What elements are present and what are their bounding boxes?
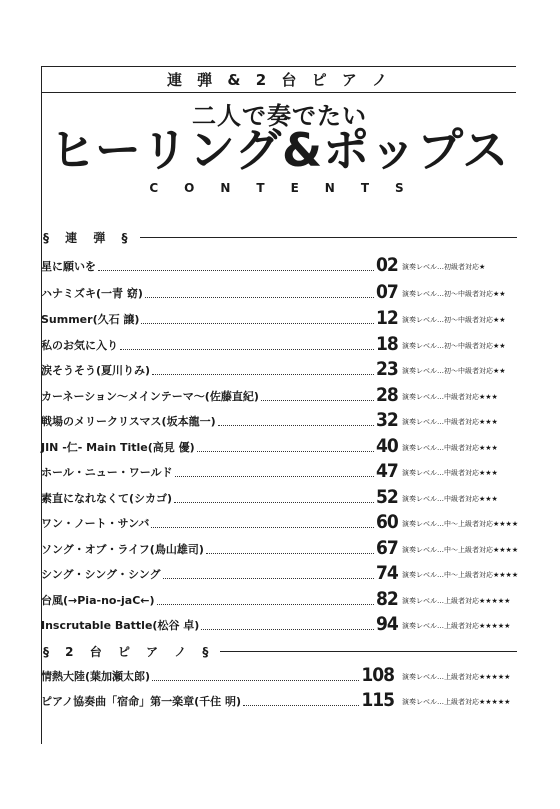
section-label: § 2 台 ピ ア ノ § <box>43 645 215 659</box>
entry-level: 演奏レベル…中級者対応★★★ <box>402 393 498 401</box>
toc-entry[interactable] <box>41 410 517 430</box>
entry-page: 12 <box>376 307 398 329</box>
entry-title: カーネーション～メインテーマ～(佐藤直紀) <box>41 390 259 403</box>
toc-entry[interactable] <box>41 512 517 532</box>
entry-page: 94 <box>376 613 398 635</box>
entry-level: 演奏レベル…中級者対応★★★ <box>402 469 498 477</box>
toc-entry[interactable] <box>41 282 517 302</box>
dot-leader <box>151 527 374 528</box>
entry-level: 演奏レベル…初～中級者対応★★ <box>402 316 506 324</box>
dot-leader <box>175 476 374 477</box>
entry-title: 涙そうそう(夏川りみ) <box>41 364 151 377</box>
entry-page: 52 <box>376 486 398 508</box>
entry-page: 82 <box>376 588 398 610</box>
entry-level: 演奏レベル…上級者対応★★★★★ <box>402 673 511 681</box>
book-title-main: ヒーリング&ポップス <box>49 123 510 177</box>
toc-entry[interactable] <box>41 385 517 405</box>
dot-leader <box>157 604 374 605</box>
entry-title: シング・シング・シング <box>41 568 161 581</box>
entry-page: 67 <box>376 537 398 559</box>
toc-entry[interactable] <box>41 461 517 481</box>
entry-level: 演奏レベル…中～上級者対応★★★★ <box>402 571 519 579</box>
entry-title: JIN -仁- Main Title(高見 優) <box>41 441 195 454</box>
section-header-duet <box>41 229 517 246</box>
entry-level: 演奏レベル…上級者対応★★★★★ <box>402 698 511 706</box>
dot-leader <box>261 400 374 401</box>
entry-title: ホール・ニュー・ワールド <box>41 466 173 479</box>
entry-title: Summer(久石 譲) <box>41 313 140 326</box>
entry-level: 演奏レベル…中級者対応★★★ <box>402 495 498 503</box>
entry-level: 演奏レベル…初～中級者対応★★ <box>402 290 506 298</box>
entry-title: 情熱大陸(葉加瀬太郎) <box>41 670 151 683</box>
toc-entry[interactable] <box>41 538 517 558</box>
entry-page: 60 <box>376 511 398 533</box>
toc-entry[interactable] <box>41 665 517 685</box>
entry-title: Inscrutable Battle(松谷 卓) <box>41 619 200 632</box>
entry-page: 108 <box>361 664 394 686</box>
entry-level: 演奏レベル…中級者対応★★★ <box>402 444 498 452</box>
entry-level: 演奏レベル…上級者対応★★★★★ <box>402 597 511 605</box>
entry-page: 32 <box>376 409 398 431</box>
entry-page: 74 <box>376 562 398 584</box>
entry-title: 台風(→Pia-no-jaC←) <box>41 594 155 607</box>
book-subtitle: 連 弾 & 2 台 ピ ア ノ <box>166 71 393 89</box>
entry-title: ワン・ノート・サンバ <box>41 517 150 530</box>
toc-entry[interactable] <box>41 255 517 275</box>
toc-entry[interactable] <box>41 436 517 456</box>
entry-level: 演奏レベル…中級者対応★★★ <box>402 418 498 426</box>
toc-entry[interactable] <box>41 334 517 354</box>
entry-title: 素直になれなくて(シカゴ) <box>41 492 173 505</box>
dot-leader <box>197 451 374 452</box>
dot-leader <box>201 629 374 630</box>
entry-title: 私のお気に入り <box>41 339 118 352</box>
entry-page: 02 <box>376 254 398 276</box>
toc-entry[interactable] <box>41 614 517 634</box>
dot-leader <box>152 680 359 681</box>
dot-leader <box>163 578 374 579</box>
section-header-two-pianos <box>41 643 517 660</box>
entry-level: 演奏レベル…初級者対応★ <box>402 263 486 271</box>
entry-level: 演奏レベル…中～上級者対応★★★★ <box>402 546 519 554</box>
entry-title: 戦場のメリークリスマス(坂本龍一) <box>41 415 216 428</box>
toc-entry[interactable] <box>41 359 517 379</box>
frame-divider-rule <box>41 92 516 93</box>
entry-level: 演奏レベル…中～上級者対応★★★★ <box>402 520 519 528</box>
section-rule <box>220 651 517 652</box>
frame-top-rule <box>41 66 516 67</box>
entry-page: 40 <box>376 435 398 457</box>
toc-entry[interactable] <box>41 563 517 583</box>
entry-page: 07 <box>376 281 398 303</box>
dot-leader <box>218 425 374 426</box>
entry-title: ピアノ協奏曲「宿命」第一楽章(千住 明) <box>41 695 242 708</box>
section-label: § 連 弾 § <box>43 231 134 245</box>
dot-leader <box>145 297 374 298</box>
entry-level: 演奏レベル…上級者対応★★★★★ <box>402 622 511 630</box>
entry-level: 演奏レベル…初～中級者対応★★ <box>402 367 506 375</box>
entry-page: 115 <box>361 689 394 711</box>
toc-entry[interactable] <box>41 487 517 507</box>
dot-leader <box>141 323 374 324</box>
toc-entry[interactable] <box>41 589 517 609</box>
entry-level: 演奏レベル…初～中級者対応★★ <box>402 342 506 350</box>
entry-title: 星に願いを <box>41 260 96 273</box>
entry-page: 47 <box>376 460 398 482</box>
entry-page: 28 <box>376 384 398 406</box>
entry-title: ハナミズキ(一青 窈) <box>41 287 143 300</box>
dot-leader <box>243 705 359 706</box>
entry-title: ソング・オブ・ライフ(鳥山雄司) <box>41 543 204 556</box>
toc-entry[interactable] <box>41 308 517 328</box>
contents-heading: CONTENTS <box>149 181 430 195</box>
section-rule <box>140 237 517 238</box>
toc-entry[interactable] <box>41 690 517 710</box>
entry-page: 23 <box>376 358 398 380</box>
dot-leader <box>98 270 374 271</box>
dot-leader <box>206 553 374 554</box>
dot-leader <box>152 374 374 375</box>
book-title-top: 二人で奏でたい <box>192 102 367 130</box>
dot-leader <box>120 349 374 350</box>
entry-page: 18 <box>376 333 398 355</box>
dot-leader <box>174 502 374 503</box>
